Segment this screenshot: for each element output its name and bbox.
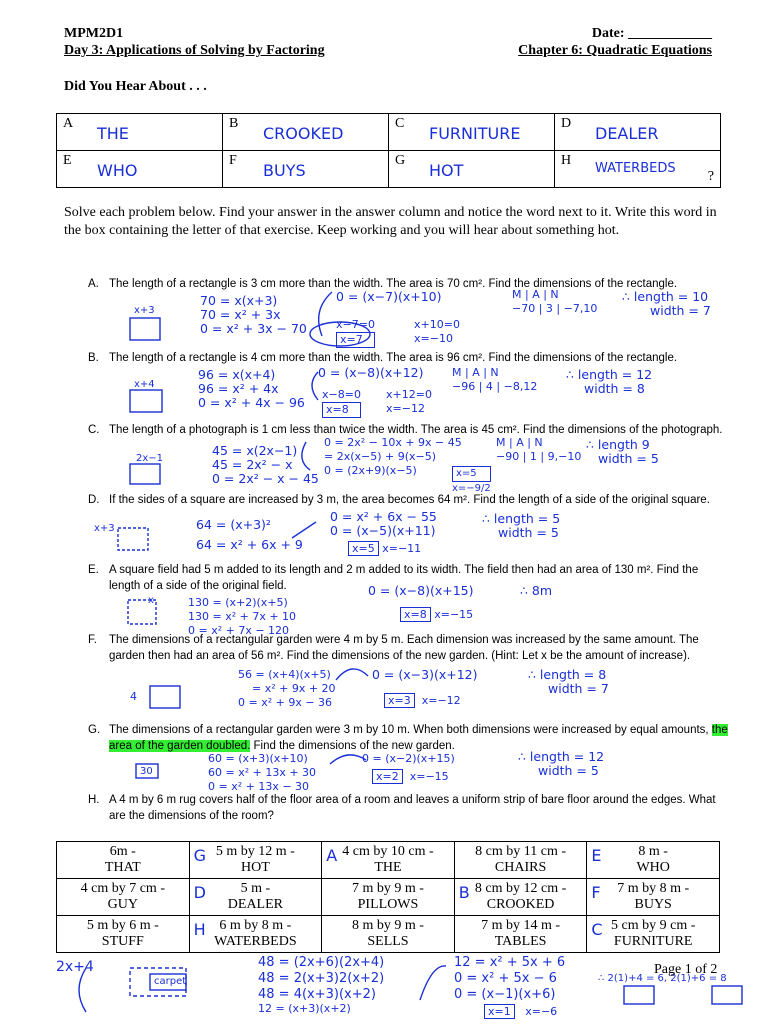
equation-line: 64 = x² + 6x + 9: [196, 537, 303, 552]
answer-row: [57, 879, 720, 916]
work-h-left-label: 2x+4: [56, 959, 94, 975]
root-answer: x=5: [452, 466, 491, 482]
equation-line: 60 = (x+3)(x+10): [208, 752, 308, 765]
problem-text: The length of a rectangle is 4 cm more than the width. The area is 96 cm². Find the dimensions of the rectangle.: [109, 352, 678, 364]
work-c-mai: [496, 436, 581, 464]
work-h-rug-label: carpet: [154, 976, 187, 987]
root-answer: x=1: [484, 1004, 515, 1019]
equation-line: 0 = x² + 4x − 96: [198, 395, 305, 410]
problem-label: H.: [88, 794, 100, 806]
root-line: x−8=0: [322, 388, 361, 401]
box-word: DEALER: [595, 124, 659, 143]
equation-line: 70 = x² + 3x: [200, 307, 281, 322]
answer-row: [57, 916, 720, 953]
problem-label: B.: [88, 352, 99, 364]
box-word: BUYS: [263, 161, 306, 180]
arrow-g: [330, 755, 366, 764]
box-word: WHO: [97, 161, 138, 180]
answer-text: 4 cm by 10 cm - THE: [342, 844, 434, 875]
answer-line: ∴ length = 12: [566, 367, 653, 382]
equation-line: 0 = x² + 3x − 70: [200, 321, 307, 336]
answer-text: 7 m by 8 m - BUYS: [617, 881, 690, 912]
arrow-a: [319, 292, 332, 336]
answer-line: ∴ length = 5: [482, 511, 561, 526]
box-letter: A: [63, 116, 74, 131]
equation-line: 0 = 2x² − x − 45: [212, 471, 319, 486]
box-letter: G: [395, 153, 406, 168]
box-word: HOT: [429, 161, 464, 180]
work-d-roots: [348, 542, 421, 556]
answer-line: ∴ length = 10: [622, 289, 709, 304]
equation-line: 130 = x² + 7x + 10: [188, 610, 297, 623]
answer-text: 7 m by 14 m - TABLES: [481, 918, 561, 949]
root-line: x=−15: [409, 770, 449, 783]
work-d-equations: [196, 518, 303, 552]
work-d-answer: [482, 512, 560, 540]
problem-label: C.: [88, 424, 100, 436]
instructions: Solve each problem below. Find your answer in the answer column and notice the word next to it. Write this word in the box containing the letter of that exercise. Keep working and you will hear about something hot.: [64, 205, 717, 238]
work-a-roots-2: [414, 318, 460, 346]
work-a-equations: [200, 294, 307, 336]
work-h-factored: [454, 955, 565, 1003]
factor-line: 0 = x² + 5x − 6: [454, 971, 557, 986]
equation-line: 70 = x(x+3): [200, 293, 278, 308]
mai-header: M | A | N: [512, 288, 559, 301]
box-word: FURNITURE: [429, 124, 521, 143]
problem-text-part: The dimensions of a rectangular garden were 3 m by 10 m. When both dimensions were increased by equal amounts,: [109, 724, 712, 736]
answer-text: 5 m by 6 m - STUFF: [86, 918, 159, 949]
mai-values: −90 | 1 | 9,−10: [496, 450, 582, 463]
arrow-h: [420, 966, 446, 1000]
work-a-mai: [512, 288, 597, 316]
final-rect-1: [624, 986, 654, 1004]
answer-text: 8 m - WHO: [636, 844, 670, 875]
root-line: x=−12: [386, 402, 425, 415]
factor-line: 0 = (x−1)(x+6): [454, 987, 556, 1002]
answer-text: 5 cm by 9 cm - FURNITURE: [611, 918, 696, 949]
box-letter: B: [229, 116, 239, 131]
answer-cell: [57, 879, 190, 916]
work-g-equations: [208, 752, 316, 794]
answer-cell: [322, 879, 455, 916]
problem-text: A 4 m by 6 m rug covers half of the floor area of a room and leaves a uniform strip of bare floor around the edges. What are the dimensions of the room?: [109, 794, 716, 822]
answer-line: width = 7: [650, 303, 711, 318]
answer-text: 6 m by 8 m - WATERBEDS: [214, 918, 297, 949]
sketch-rect-c: [130, 464, 160, 484]
equation-line: 64 = (x+3)²: [196, 517, 271, 532]
answer-cell: [189, 916, 322, 953]
equation-line: 45 = 2x² − x: [212, 457, 293, 472]
sketch-label-a: x+3: [134, 305, 155, 316]
work-f-roots: [384, 694, 461, 708]
root-line: x=−11: [382, 542, 422, 555]
answer-cell: [454, 879, 587, 916]
sketch-label-c: 2x−1: [136, 453, 164, 464]
work-b-roots-2: [386, 388, 432, 416]
chapter-title: Chapter 6: Quadratic Equations: [518, 43, 712, 58]
box-letter: C: [395, 116, 405, 131]
factor-line: 0 = x² + 6x − 55: [330, 509, 437, 524]
answer-cell: [189, 879, 322, 916]
equation-line: 48 = 4(x+3)(x+2): [258, 987, 376, 1002]
work-e-answer: ∴ 8m: [520, 583, 553, 598]
answer-cell: [57, 916, 190, 953]
mai-header: M | A | N: [452, 366, 499, 379]
answer-cell: [189, 842, 322, 879]
factor-line: 0 = 2x² − 10x + 9x − 45: [324, 436, 462, 449]
work-f-factored: 0 = (x−3)(x+12): [372, 667, 478, 682]
box-letter: H: [561, 153, 572, 168]
answer-text: 4 cm by 7 cm - GUY: [80, 881, 165, 912]
answer-row: [57, 842, 720, 879]
work-h-answer: ∴ 2(1)+4 = 6, 2(1)+6 = 8: [598, 973, 727, 984]
course-code: MPM2D1: [64, 26, 124, 41]
box-letter: E: [63, 153, 72, 168]
mai-values: −70 | 3 | −7,10: [512, 302, 598, 315]
equation-line: 96 = x(x+4): [198, 367, 276, 382]
work-a-answer: [622, 290, 711, 318]
root-answer: x=3: [384, 693, 415, 708]
root-answer: x=7: [336, 332, 375, 348]
equation-line: = x² + 9x + 20: [252, 682, 336, 695]
root-answer: x=5: [348, 541, 379, 556]
answer-cell: [322, 842, 455, 879]
work-c-factored: [324, 436, 462, 478]
problem-text: The dimensions of a rectangular garden were 4 m by 5 m. Each dimension was increased by the same amount. The garden then had an area of 56 m². Find the dimensions of the new garden. (Hint: Let x be the amount of increase).: [109, 634, 699, 662]
answer-mark: D: [193, 883, 206, 902]
answer-text: 5 m - DEALER: [227, 881, 283, 912]
work-f-answer: [528, 668, 609, 696]
box-word: THE: [97, 124, 129, 143]
answer-mark: C: [591, 920, 603, 939]
work-e-roots: [400, 608, 473, 622]
final-rect-2: [712, 986, 742, 1004]
answer-mark: G: [193, 846, 206, 865]
answer-mark: E: [591, 846, 602, 865]
work-g-factored: 0 = (x−2)(x+15): [362, 752, 455, 765]
work-e-factored: 0 = (x−8)(x+15): [368, 583, 474, 598]
equation-line: 0 = x² + 7x − 120: [188, 624, 290, 637]
root-line: x+10=0: [414, 318, 460, 331]
answer-cell: [322, 916, 455, 953]
sketch-label-e: x: [148, 595, 154, 606]
answer-line: width = 7: [548, 681, 609, 696]
work-d-factored: [330, 510, 437, 538]
answer-mark: B: [458, 883, 470, 902]
answer-line: ∴ length = 8: [528, 667, 607, 682]
page-number: Page 1 of 2: [654, 962, 718, 977]
answer-text: 6m - THAT: [104, 844, 141, 875]
date-label: Date: ____________: [591, 26, 712, 41]
riddle-title: Did You Hear About . . .: [64, 79, 207, 94]
problem-text: The length of a rectangle is 3 cm more than the width. The area is 70 cm². Find the dimensions of the rectangle.: [109, 278, 678, 290]
equation-line: 45 = x(2x−1): [212, 443, 298, 458]
work-h-equations: [258, 955, 384, 1014]
sketch-label-g: 30: [140, 766, 153, 777]
root-answer: x=8: [322, 402, 361, 418]
question-mark: ?: [707, 169, 714, 184]
factor-line: 0 = (x−5)(x+11): [330, 523, 436, 538]
equation-line: 0 = x² + 9x − 36: [238, 696, 333, 709]
answer-mark: F: [591, 883, 601, 902]
answer-cell: [57, 842, 190, 879]
work-h-roots: [484, 1006, 557, 1018]
factor-line: = 2x(x−5) + 9(x−5): [324, 450, 437, 463]
answer-mark: A: [326, 846, 338, 865]
work-c-answer: [586, 438, 659, 466]
answer-mark: H: [193, 920, 206, 939]
equation-line: 48 = 2(x+3)2(x+2): [258, 971, 385, 986]
answer-text: 5 m by 12 m - HOT: [215, 844, 295, 875]
answer-cell: [454, 842, 587, 879]
root-line: x=−12: [421, 694, 461, 707]
problem-label: E.: [88, 564, 99, 576]
problem-label: G.: [88, 724, 101, 736]
root-line: x=−9/2: [452, 483, 491, 494]
box-letter: F: [229, 153, 237, 168]
answer-line: width = 5: [598, 451, 659, 466]
answer-cell: [587, 842, 720, 879]
sketch-rect-a: [130, 318, 160, 340]
sketch-label-b: x+4: [134, 379, 155, 390]
answer-text: 7 m by 9 m - PILLOWS: [352, 881, 424, 912]
factor-line: 12 = x² + 5x + 6: [454, 955, 566, 970]
answer-text: 8 cm by 11 cm - CHAIRS: [475, 844, 566, 875]
answer-table: [56, 841, 720, 953]
problem-label: A.: [88, 278, 99, 290]
work-g-answer: [518, 750, 604, 778]
root-answer: x=8: [400, 607, 431, 622]
problem-text: If the sides of a square are increased by 3 m, the area becomes 64 m². Find the length of a side of the original square.: [109, 494, 710, 506]
root-line: x=−10: [414, 332, 453, 345]
mai-values: −96 | 4 | −8,12: [452, 380, 538, 393]
root-line: x=−15: [434, 608, 474, 621]
root-line: x+12=0: [386, 388, 432, 401]
answer-cell: [587, 879, 720, 916]
lesson-title: Day 3: Applications of Solving by Factoring: [64, 43, 325, 58]
equation-line: 130 = (x+2)(x+5): [188, 596, 288, 609]
answer-line: ∴ length = 12: [518, 749, 605, 764]
equation-line: 12 = (x+3)(x+2): [258, 1002, 351, 1015]
work-c-equations: [212, 444, 319, 486]
work-g-roots: [372, 770, 449, 784]
answer-line: width = 8: [584, 381, 645, 396]
factor-line: 0 = (2x+9)(x−5): [324, 464, 417, 477]
root-answer: x=2: [372, 769, 403, 784]
work-b-factored: 0 = (x−8)(x+12): [318, 365, 424, 380]
sketch-square-d: [118, 528, 148, 550]
sketch-label-f: 4: [130, 690, 137, 703]
sketch-rect-b: [130, 390, 162, 412]
answer-cell: [454, 916, 587, 953]
work-a-factored: 0 = (x−7)(x+10): [336, 289, 442, 304]
sketch-rect-f: [150, 686, 180, 708]
answer-line: width = 5: [538, 763, 599, 778]
work-b-mai: [452, 366, 537, 394]
work-e-equations: [188, 596, 296, 638]
work-b-equations: [198, 368, 305, 410]
work-c-roots: [452, 466, 491, 496]
root-line: x−7=0: [336, 318, 375, 331]
problem-text-part: Find the dimensions of the new garden.: [250, 740, 455, 752]
problem-text: The length of a photograph is 1 cm less than twice the width. The area is 45 cm². Find the dimensions of the photograph.: [109, 424, 723, 436]
answer-line: width = 5: [498, 525, 559, 540]
mai-header: M | A | N: [496, 436, 543, 449]
problem-text: A square field had 5 m added to its length and 2 m added to its width. The field then had an area of 130 m². Find the length of a side of the original field.: [109, 564, 699, 592]
sketch-label-d: x+3: [94, 523, 115, 534]
problem-label: F.: [88, 634, 97, 646]
work-a-roots: [336, 318, 375, 348]
root-line: x=−6: [525, 1005, 558, 1018]
work-b-roots: [322, 388, 361, 418]
box-word: WATERBEDS: [595, 161, 676, 176]
work-b-answer: [566, 368, 652, 396]
highlighted-text: the area of the garden doubled.: [109, 724, 728, 752]
equation-line: 48 = (2x+6)(2x+4): [258, 955, 385, 970]
answer-text: 8 m by 9 m - SELLS: [352, 918, 424, 949]
box-word: CROOKED: [263, 124, 344, 143]
equation-line: 56 = (x+4)(x+5): [238, 668, 331, 681]
box-letter: D: [561, 116, 572, 131]
answer-text: 8 cm by 12 cm - CROOKED: [474, 881, 567, 912]
work-f-equations: [238, 668, 336, 710]
equation-line: 60 = x² + 13x + 30: [208, 766, 317, 779]
problem-label: D.: [88, 494, 100, 506]
answer-line: ∴ length 9: [586, 437, 650, 452]
equation-line: 0 = x² + 13x − 30: [208, 780, 310, 793]
equation-line: 96 = x² + 4x: [198, 381, 279, 396]
arrow-f: [336, 669, 368, 680]
answer-cell: [587, 916, 720, 953]
